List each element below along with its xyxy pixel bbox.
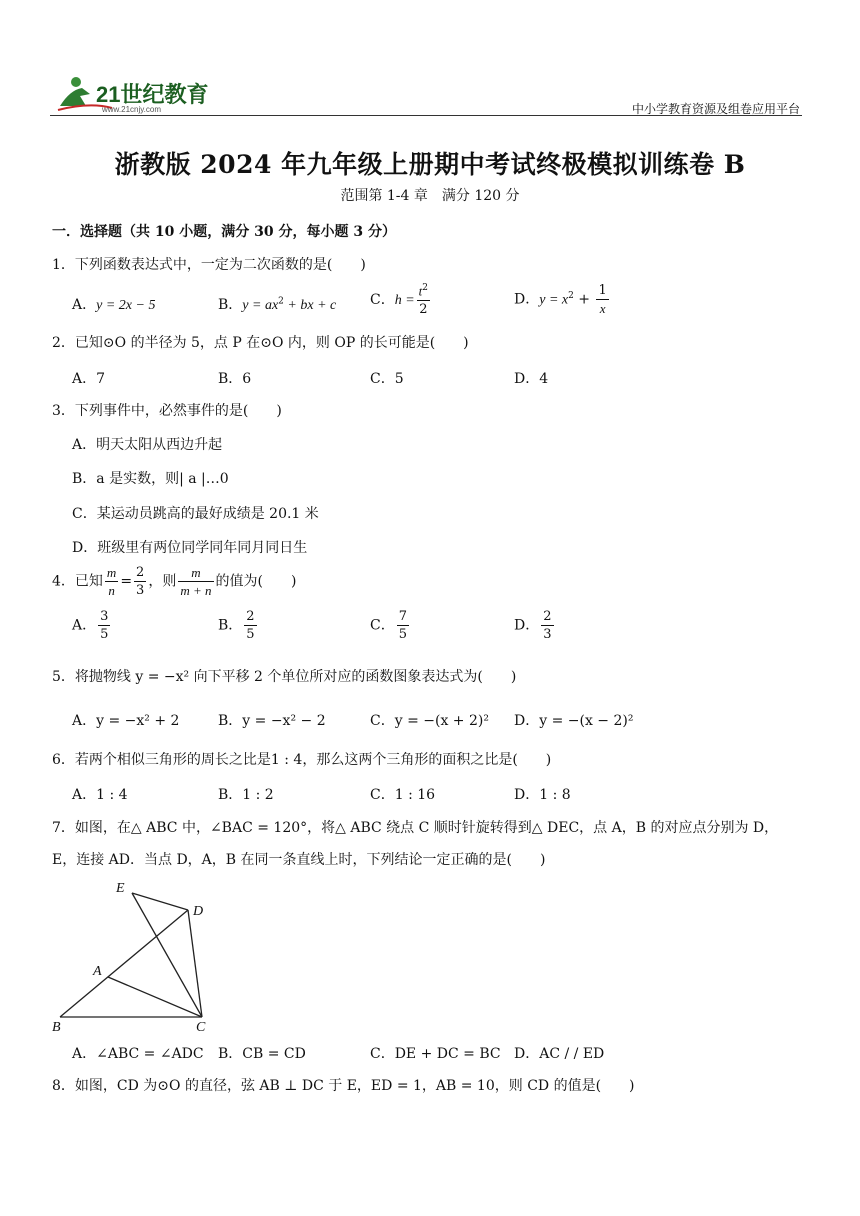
logo-text: 21世纪教育 xyxy=(96,82,209,107)
q4-option-c: C． $\frac{7}{5}$ xyxy=(370,609,407,642)
q7-option-d: D．AC / / ED xyxy=(514,1046,605,1062)
question-7-line-2: E，连接 AD．当点 D，A，B 在同一条直线上时，下列结论一定正确的是( ) xyxy=(52,852,546,868)
q3-option-a: A．明天太阳从西边升起 xyxy=(72,437,223,453)
label-e: E xyxy=(116,881,125,896)
q7-option-c: C．DE + DC = BC xyxy=(370,1046,501,1062)
question-3: 3．下列事件中，必然事件的是( ) xyxy=(52,403,282,419)
section-heading: 一．选择题（共 10 小题，满分 30 分，每小题 3 分） xyxy=(52,224,396,240)
q5-option-c: C．y = −(x + 2)² xyxy=(370,713,489,729)
q2-option-a: A．7 xyxy=(72,371,106,387)
q7-option-b: B．CB = CD xyxy=(218,1046,306,1062)
label-a: A xyxy=(93,964,102,979)
q5-option-d: D．y = −(x − 2)² xyxy=(514,713,634,729)
question-7-line-1: 7．如图，在△ ABC 中，∠BAC = 120°，将△ ABC 绕点 C 顺时针旋转得到△ DEC，点 A，B 的对应点分别为 D， xyxy=(52,820,779,836)
segment-ac xyxy=(108,977,202,1017)
page-subtitle: 范围第 1-4 章 满分 120 分 xyxy=(340,188,520,204)
q3-option-b: B．a 是实数，则| a |…0 xyxy=(72,471,229,487)
q3-option-c: C．某运动员跳高的最好成绩是 20.1 米 xyxy=(72,506,319,522)
question-6: 6．若两个相似三角形的周长之比是1 : 4，那么这两个三角形的面积之比是( ) xyxy=(52,752,552,768)
label-b: B xyxy=(52,1020,61,1035)
q1-option-d: D．$y = x^2$ + $\frac{1}{x}$ xyxy=(514,283,607,316)
q4-option-b: B． $\frac{2}{5}$ xyxy=(218,609,255,642)
q1-option-c: C．h = $\frac{t^2}{2}$ xyxy=(370,283,429,318)
q2-option-b: B．6 xyxy=(218,371,252,387)
question-4: 4．已知 $\frac{m}{n}$ = $\frac{2}{3}$ ，则 $\frac{m}{m + n}$ 的值为( ) xyxy=(52,565,297,598)
q6-option-b: B．1 : 2 xyxy=(218,787,274,803)
q6-option-d: D．1 : 8 xyxy=(514,787,571,803)
label-d: D xyxy=(193,904,204,919)
q2-option-d: D．4 xyxy=(514,371,549,387)
q2-option-c: C．5 xyxy=(370,371,404,387)
q7-figure xyxy=(48,875,218,1035)
q5-option-b: B．y = −x² − 2 xyxy=(218,713,326,729)
label-c: C xyxy=(196,1020,206,1035)
segment-ec xyxy=(132,893,202,1017)
question-2: 2．已知⊙O 的半径为 5，点 P 在⊙O 内，则 OP 的长可能是( ) xyxy=(52,335,469,351)
platform-label: 中小学教育资源及组卷应用平台 xyxy=(631,102,800,116)
q7-option-a: A．∠ABC = ∠ADC xyxy=(72,1046,204,1062)
site-logo xyxy=(50,72,220,114)
page-title: 浙教版 2024 年九年级上册期中考试终极模拟训练卷 B xyxy=(114,150,746,179)
q1-option-a: A．y = 2x − 5 xyxy=(72,297,156,313)
q5-option-a: A．y = −x² + 2 xyxy=(72,713,180,729)
segment-bd xyxy=(60,910,188,1017)
segment-dc xyxy=(188,910,202,1017)
question-8: 8．如图，CD 为⊙O 的直径，弦 AB ⊥ DC 于 E，ED = 1，AB = 10，则 CD 的值是( ) xyxy=(52,1078,635,1094)
header-divider xyxy=(50,115,802,116)
q3-option-d: D．班级里有两位同学同年同月同日生 xyxy=(72,540,308,556)
q4-option-a: A． $\frac{3}{5}$ xyxy=(72,609,109,642)
q6-option-a: A．1 : 4 xyxy=(72,787,128,803)
question-5: 5．将抛物线 y = −x² 向下平移 2 个单位所对应的函数图象表达式为( ) xyxy=(52,669,517,685)
q1-option-b: B．$y = ax^2$ + bx + c xyxy=(218,296,337,313)
q6-option-c: C．1 : 16 xyxy=(370,787,436,803)
q4-option-d: D． $\frac{2}{3}$ xyxy=(514,609,552,642)
logo-url: www.21cnjy.com xyxy=(102,105,161,114)
question-1: 1．下列函数表达式中，一定为二次函数的是( ) xyxy=(52,257,366,273)
